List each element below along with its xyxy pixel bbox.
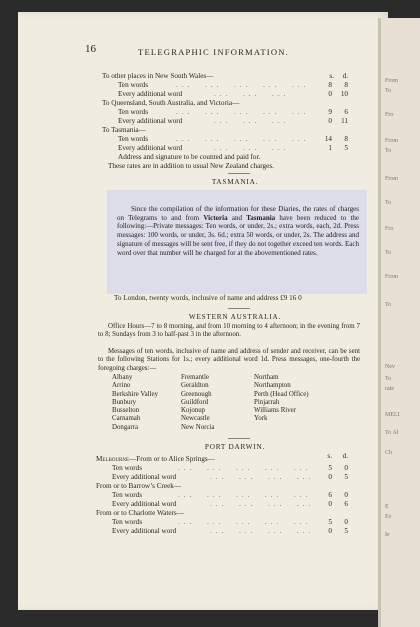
rate-shillings: 9 bbox=[328, 108, 332, 116]
gutter-fragment: From bbox=[385, 274, 399, 280]
route-heading: From or to Charlotte Waters— bbox=[96, 509, 184, 517]
col-s-header: s. bbox=[329, 72, 334, 80]
rate-shillings: 5 bbox=[328, 464, 332, 472]
nsw-heading: To other places in New South Wales— bbox=[102, 72, 214, 80]
gutter-fragment: rate bbox=[385, 386, 394, 392]
rate-label: Ten words bbox=[112, 464, 143, 472]
rate-shillings: 0 bbox=[328, 527, 332, 535]
rate-pence: 6 bbox=[344, 500, 348, 508]
rate-label: Ten words bbox=[118, 81, 149, 89]
route-heading: Melbourne—From or to Alice Springs— bbox=[96, 455, 215, 463]
station-name: Albany bbox=[112, 374, 133, 381]
divider bbox=[228, 308, 250, 309]
london-rate-line: To London, twenty words, inclusive of name and address £9 16 0 bbox=[114, 294, 302, 302]
station-name: Northampton bbox=[254, 382, 291, 390]
rate-label: Ten words bbox=[118, 108, 149, 116]
rate-label: Every additional word bbox=[118, 144, 183, 152]
gutter-fragment: Ie bbox=[385, 532, 390, 538]
station-name: Northam bbox=[254, 374, 279, 381]
station-name: Berkshire Valley bbox=[112, 390, 158, 398]
rate-pence: 0 bbox=[344, 491, 348, 499]
station-name: Pinjarrah bbox=[254, 398, 280, 406]
rate-shillings: 0 bbox=[328, 117, 332, 125]
station-name: Greenough bbox=[181, 390, 212, 398]
gutter-fragment: Fro bbox=[385, 226, 394, 232]
stations-column-2 bbox=[181, 374, 214, 432]
station-name: York bbox=[254, 415, 268, 423]
gutter-fragment: Fro bbox=[385, 112, 394, 118]
rate-pence: 8 bbox=[344, 135, 348, 143]
gutter-fragment: To bbox=[385, 148, 392, 154]
rate-label: Ten words bbox=[112, 518, 143, 526]
station-name: Busselton bbox=[112, 407, 140, 415]
page-content: 16 TELEGRAPHIC INFORMATION. To other places in New South Wales— s. d. Ten words ... ... ... ... ... 8 8 Every additional word ... ... ... 0 10 To Queensland, South Australia, and Victoria— Ten words ... ... ... ... ... 9 6 Every additional word ... ... ... 0 11 To Tasmania— Ten words ... ... ... ... ... 14 8 Every additional word ... ... ... 1 5 Address and signature to be counted and paid for. These rates are in addition to usual New Zealand charges. TASMANIA. Since the compilation of the information for these Diaries, the rates of charges on Telegrams to and from Victoria and Tasmania have been reduced to the following:—Private messages: Ten words, or under, 2s.; extra words, each, 2d. Press messages: 100 words, or under, 3s. 6d.; extra 50 words, or under, 2s. The address and signature of messages will be sent free, if they do not together exceed ten words. Each word over that number will be charged for at the abovementioned rates. To London, twenty words, inclusive of name and address £9 16 0 WESTERN AUSTRALIA. Office Hours—7 to 8 morning, and from 10 morning to 4 afternoon; in the evening from 7 to 8; Sundays from 3 to half-past 3 in the afternoon. Messages of ten words, inclusive of name and address of sender and receiver, can be sent to the following Stations for 1s.; every additional word 1d. Press messages, one-fourth the foregoing charges:— Albany Arrino Berkshire Valley Bunbury Busselton Carnamah Dongarra Fremantle Geraldton Greenough Guildford Kojonup Newcastle New Norcia Northam Northampton Perth (Head Office) Pinjarrah Williams River York PORT DARWIN. s. d. Melbourne—From or to Alice Springs— Ten words ... ... ... ... ... 5 0 Every additional word ... ... ... ... 0 5 From or to Barrow’s Creek— Ten words ... ... ... ... ... 6 0 Every additional word ... ... ... ... 0 6 From or to Charlotte Waters— Ten words ... ... ... ... ... 5 0 Every additional word ... ... ... ... 0 5 bbox=[0, 0, 420, 627]
station-name: Newcastle bbox=[181, 415, 210, 423]
station-name: Bunbury bbox=[112, 398, 137, 406]
rate-label: Every additional word bbox=[118, 90, 183, 98]
col-d-header: d. bbox=[342, 452, 348, 460]
divider bbox=[228, 438, 250, 439]
page-number: 16 bbox=[85, 43, 96, 55]
station-name: Guildford bbox=[181, 398, 209, 406]
note-line: These rates are in addition to usual New Zealand charges. bbox=[108, 162, 274, 170]
gutter-fragment: Ch bbox=[385, 450, 393, 456]
station-name: Arrino bbox=[112, 382, 131, 390]
rate-shillings: 0 bbox=[328, 90, 332, 98]
station-name: Geraldton bbox=[181, 382, 209, 390]
gutter-fragment: From bbox=[385, 176, 399, 182]
notice-text: Since the compilation of the information for these Diaries, the rates of charges on Telegrams to and from Victoria and Tasmania have been reduced to the following:—Private messages: Ten words, or under, 2s.; extra words, each, 2d. Press messages: 100 words, or under, 3s. 6d.; extra 50 words, or under, 2s. The address and signature of messages will be sent free, if they do not together exceed ten words. Each word over that number will be charged for at the abovementioned rates. bbox=[117, 205, 360, 257]
qld-heading: To Queensland, South Australia, and Victoria— bbox=[102, 99, 240, 107]
rate-label: Every additional word bbox=[112, 527, 177, 535]
rate-shillings: 1 bbox=[328, 144, 332, 152]
messages-paragraph: Messages of ten words, inclusive of name and address of sender and receiver, can be sent to the following Stations for 1s.; every additional word 1d. Press messages, one-fourth the foregoing charges:— bbox=[98, 348, 360, 372]
station-name: Fremantle bbox=[181, 374, 209, 381]
rate-label: Every additional word bbox=[112, 500, 177, 508]
col-d-header: d. bbox=[342, 72, 348, 80]
note-line: Address and signature to be counted and paid for. bbox=[118, 153, 261, 161]
section-title-tasmania: TASMANIA. bbox=[211, 178, 259, 186]
rate-shillings: 0 bbox=[328, 500, 332, 508]
divider bbox=[228, 173, 250, 174]
station-name: New Norcia bbox=[181, 423, 215, 431]
rate-label: Every additional word bbox=[112, 473, 177, 481]
rate-label: Every additional word bbox=[118, 117, 183, 125]
rate-shillings: 14 bbox=[324, 135, 332, 143]
station-name: Carnamah bbox=[112, 415, 141, 423]
gutter-fragment: MELI bbox=[385, 412, 400, 418]
gutter-fragment: To bbox=[385, 376, 392, 382]
tas-heading: To Tasmania— bbox=[102, 126, 146, 134]
route-heading: From or to Barrow’s Creek— bbox=[96, 482, 182, 490]
col-s-header: s. bbox=[327, 452, 332, 460]
rate-shillings: 8 bbox=[328, 81, 332, 89]
rate-label: Ten words bbox=[118, 135, 149, 143]
gutter-fragment: To bbox=[385, 88, 392, 94]
stations-column-1 bbox=[112, 374, 158, 432]
station-name: Perth (Head Office) bbox=[254, 390, 309, 398]
rate-pence: 5 bbox=[344, 527, 348, 535]
rate-pence: 0 bbox=[344, 464, 348, 472]
rate-pence: 5 bbox=[344, 144, 348, 152]
rate-pence: 0 bbox=[344, 518, 348, 526]
station-name: Kojonup bbox=[181, 407, 206, 415]
rate-label: Ten words bbox=[112, 491, 143, 499]
station-name: Dongarra bbox=[112, 423, 139, 431]
section-title-port-darwin: PORT DARWIN. bbox=[204, 443, 266, 451]
rate-shillings: 5 bbox=[328, 518, 332, 526]
rate-shillings: 0 bbox=[328, 473, 332, 481]
section-title-western-australia: WESTERN AUSTRALIA. bbox=[188, 313, 282, 321]
gutter-fragment: To bbox=[385, 302, 392, 308]
gutter-fragment: To Al bbox=[385, 430, 399, 436]
gutter-fragment: Ev bbox=[385, 514, 392, 520]
gutter-fragment: Nev bbox=[385, 364, 395, 370]
gutter-fragment: To bbox=[385, 200, 392, 206]
rate-pence: 11 bbox=[341, 117, 348, 125]
gutter-fragment: From bbox=[385, 78, 399, 84]
rate-pence: 5 bbox=[344, 473, 348, 481]
gutter-fragment: To bbox=[385, 250, 392, 256]
stations-column-3 bbox=[254, 374, 309, 424]
gutter-fragment: E bbox=[385, 504, 389, 510]
pasted-notice-slip bbox=[107, 190, 367, 294]
running-title: TELEGRAPHIC INFORMATION. bbox=[138, 47, 290, 57]
rate-pence: 10 bbox=[340, 90, 348, 98]
rate-pence: 8 bbox=[344, 81, 348, 89]
gutter-fragment: From bbox=[385, 138, 399, 144]
rate-shillings: 6 bbox=[328, 491, 332, 499]
office-hours-paragraph: Office Hours—7 to 8 morning, and from 10 morning to 4 afternoon; in the evening from 7 to 8; Sundays from 3 to half-past 3 in the afternoon. bbox=[98, 323, 360, 339]
station-name: Williams River bbox=[254, 407, 297, 415]
rate-pence: 6 bbox=[344, 108, 348, 116]
